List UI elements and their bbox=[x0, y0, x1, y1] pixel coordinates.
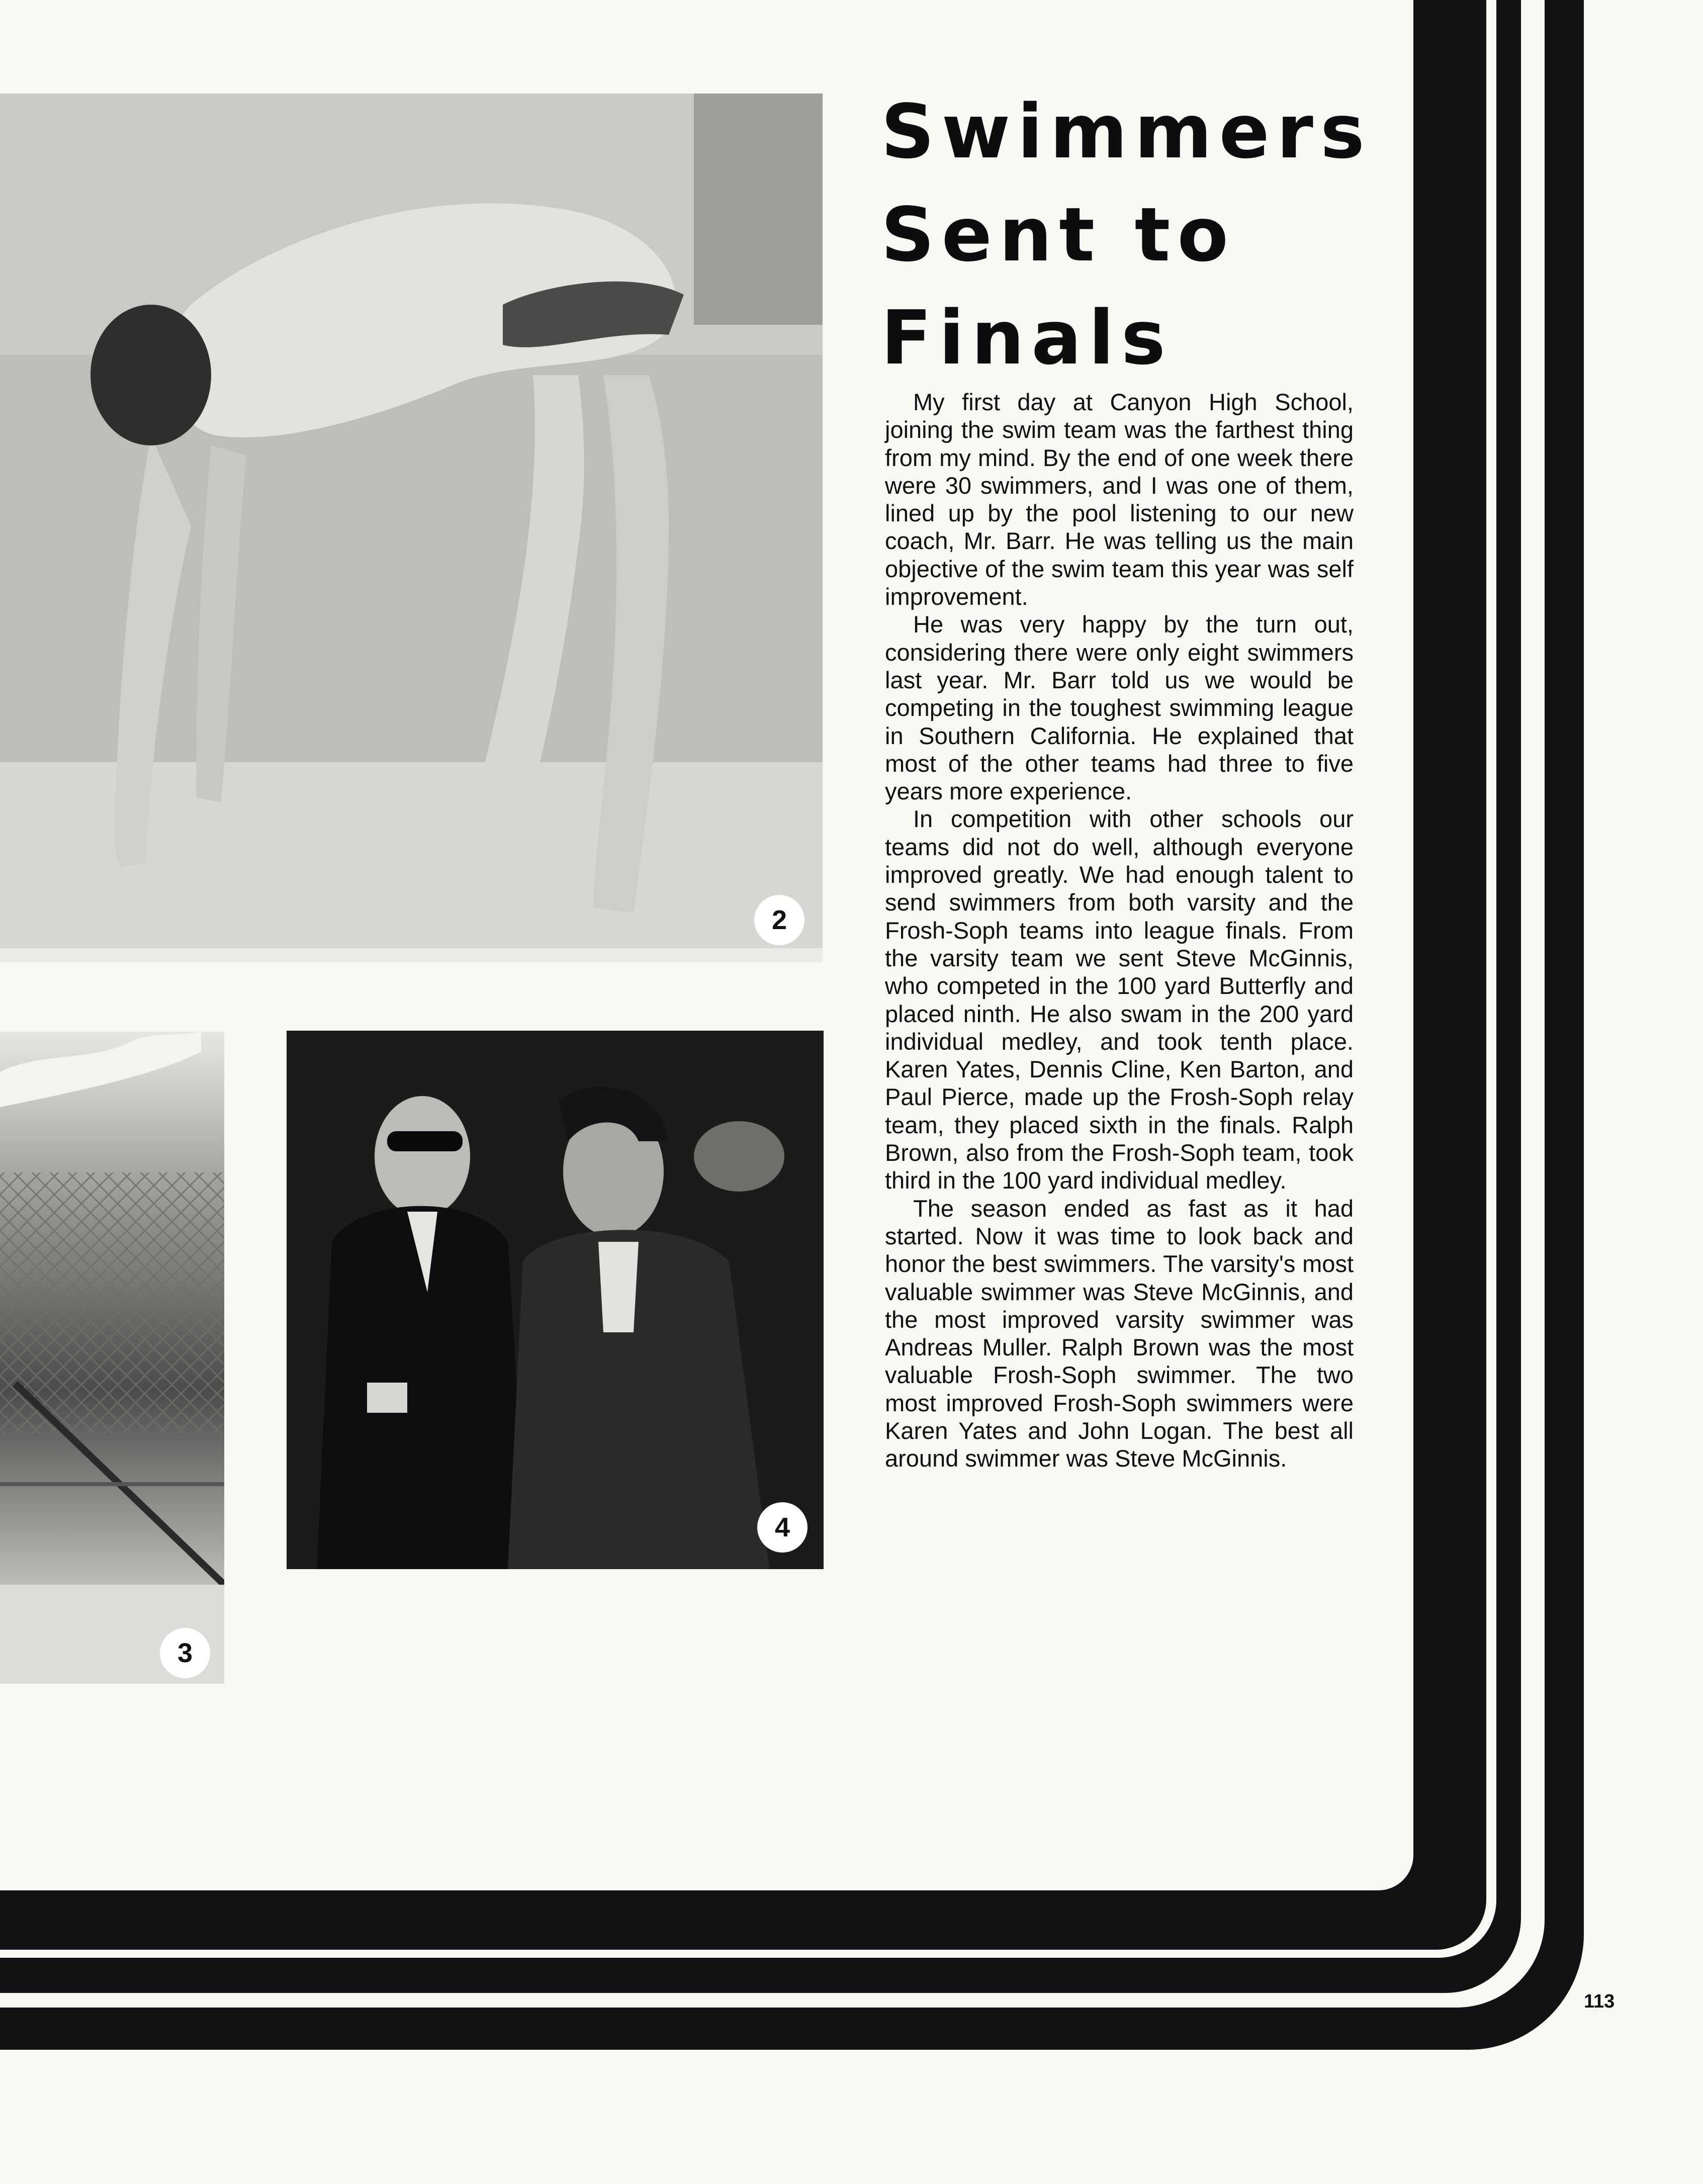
photo-fence-illustration bbox=[0, 1032, 224, 1684]
headline-line: Finals bbox=[881, 295, 1173, 381]
photo-coach-and-swimmer bbox=[287, 1031, 824, 1569]
photo-number-badge: 4 bbox=[757, 1502, 808, 1553]
article-headline bbox=[881, 80, 1384, 390]
photo-swimmer-starting-block bbox=[0, 94, 823, 962]
article-paragraph: The season ended as fast as it had started. Now it was time to look back and honor the best swimmers. The varsity's most valuable swimmer was Steve McGinnis, and the most improved varsity swimmer was Andreas Muller. Ralph Brown was the most valuable Frosh-Soph swimmer. The two most improved Frosh-Soph swimmers were Karen Yates and John Logan. The best all around swimmer was Steve McGinnis. bbox=[885, 1195, 1354, 1472]
photo-swimmer-illustration bbox=[0, 94, 823, 962]
photo-number-badge: 3 bbox=[160, 1628, 210, 1678]
article-body bbox=[885, 388, 1354, 1473]
headline-line: Sent to bbox=[881, 192, 1236, 278]
headline-line: Swimmers bbox=[881, 88, 1372, 175]
page-number: 113 bbox=[1584, 1991, 1615, 2012]
article-paragraph: He was very happy by the turn out, considering there were only eight swimmers last year. Mr. Barr told us we would be competing in the toughest swimming league in Southern California. He explained that most of the other teams had three to five years more experience. bbox=[885, 611, 1354, 805]
photo-diver-fence bbox=[0, 1032, 224, 1684]
article-paragraph: In competition with other schools our teams did not do well, although everyone improved greatly. We had enough talent to send swimmers from both varsity and the Frosh-Soph teams into league finals. From the varsity team we sent Steve McGinnis, who competed in the 100 yard Butterfly and placed ninth. He also swam in the 200 yard individual medley, and took tenth place. Karen Yates, Dennis Cline, Ken Barton, and Paul Pierce, made up the Frosh-Soph relay team, they placed sixth in the finals. Ralph Brown, also from the Frosh-Soph team, took third in the 100 yard individual medley. bbox=[885, 805, 1354, 1194]
photo-people-illustration bbox=[287, 1031, 824, 1569]
photo-number-badge: 2 bbox=[754, 895, 804, 945]
article-paragraph: My first day at Canyon High School, joining the swim team was the farthest thing from my mind. By the end of one week there were 30 swimmers, and I was one of them, lined up by the pool listening to our new coach, Mr. Barr. He was telling us the main objective of the swim team this year was self improvement. bbox=[885, 389, 1354, 610]
